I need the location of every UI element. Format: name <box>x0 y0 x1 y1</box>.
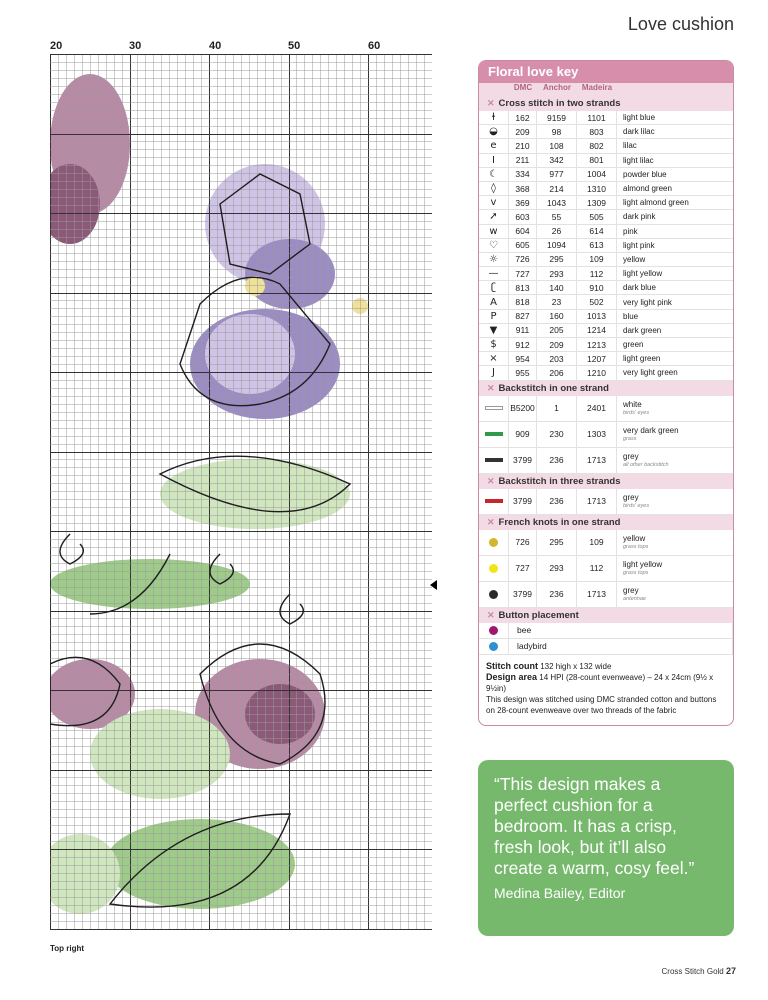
dmc-code: 726 <box>509 530 537 555</box>
key-column-headers <box>479 83 733 96</box>
color-name: yellow <box>623 534 646 544</box>
anchor-code: 209 <box>537 338 577 351</box>
color-name: very dark green <box>623 426 679 436</box>
usage-note: birds' eyes <box>623 503 650 510</box>
thread-key-panel <box>478 60 734 726</box>
axis-label-20: 20 <box>50 40 63 52</box>
madeira-code: 1303 <box>577 422 617 447</box>
section-backstitch-one: ✕ Backstitch in one strand <box>479 381 733 396</box>
color-name-cell <box>617 448 733 473</box>
key-row-cross <box>479 239 733 253</box>
key-row-cross <box>479 125 733 139</box>
page-footer: Cross Stitch Gold 27 <box>661 966 736 976</box>
key-row-backstitch <box>479 489 733 515</box>
chart-position-label: Top right <box>50 944 85 953</box>
madeira-code: 1013 <box>577 310 617 323</box>
stitch-symbol: ➚ <box>479 210 509 223</box>
key-row-button <box>479 623 733 639</box>
key-row-cross <box>479 310 733 324</box>
madeira-code: 801 <box>577 154 617 167</box>
anchor-code: 160 <box>537 310 577 323</box>
color-name-cell <box>617 396 733 421</box>
button-swatch <box>479 639 509 654</box>
anchor-code: 295 <box>537 530 577 555</box>
swirl-3 <box>280 594 303 624</box>
knot-swatch <box>479 556 509 581</box>
color-name: light blue <box>623 113 656 123</box>
swirl-1 <box>60 534 83 564</box>
color-name: dark lilac <box>623 127 655 137</box>
key-row-cross <box>479 182 733 196</box>
editor-quote-box <box>478 760 734 936</box>
dmc-code: 818 <box>509 295 537 308</box>
madeira-code: 109 <box>577 253 617 266</box>
color-name-cell <box>617 556 733 581</box>
stitch-symbol: ▼ <box>479 324 509 337</box>
color-name: light pink <box>623 240 655 250</box>
stitch-symbol: v <box>479 196 509 209</box>
color-name: very light pink <box>623 297 672 307</box>
color-name: white <box>623 400 642 410</box>
key-row-cross <box>479 210 733 224</box>
stitch-count: 132 high x 132 wide <box>540 661 612 671</box>
dmc-code: 955 <box>509 366 537 379</box>
key-row-backstitch <box>479 448 733 474</box>
chart-grid <box>50 54 432 930</box>
key-row-backstitch <box>479 422 733 448</box>
key-row-cross <box>479 267 733 281</box>
color-name-cell <box>617 582 733 607</box>
dmc-code: 334 <box>509 168 537 181</box>
color-name: light yellow <box>623 269 663 279</box>
key-footer: Stitch count 132 high x 132 wide Design area 14 HPI (28-count evenweave) – 24 x 24cm (9½ x 9½in) This design was stitched using DMC stranded cotton and buttons on 28-count evenweave over two threads of the fabric <box>479 655 733 716</box>
dmc-code: 727 <box>509 556 537 581</box>
anchor-code: 236 <box>537 489 577 514</box>
color-name: powder blue <box>623 169 667 179</box>
color-name-cell <box>617 422 733 447</box>
color-name-cell <box>617 489 733 514</box>
key-row-backstitch <box>479 396 733 422</box>
dmc-code: 210 <box>509 139 537 152</box>
key-row-cross <box>479 253 733 267</box>
anchor-code: 293 <box>537 556 577 581</box>
anchor-code: 140 <box>537 281 577 294</box>
stitch-symbol: — <box>479 267 509 280</box>
usage-note: grass tops <box>623 544 649 551</box>
axis-label-30: 30 <box>129 40 142 52</box>
axis-label-60: 60 <box>368 40 381 52</box>
madeira-code: 1214 <box>577 324 617 337</box>
color-name: almond green <box>623 184 672 194</box>
stitch-symbol: ◒ <box>479 125 509 138</box>
usage-note: birds' eyes <box>623 410 650 417</box>
madeira-code: 502 <box>577 295 617 308</box>
key-row-cross <box>479 139 733 153</box>
section-cross-stitch: ✕ Cross stitch in two strands <box>479 96 733 111</box>
dmc-code: 209 <box>509 125 537 138</box>
anchor-code: 1 <box>537 396 577 421</box>
stitch-symbol: w <box>479 225 509 238</box>
key-row-cross <box>479 281 733 295</box>
madeira-code: 1309 <box>577 196 617 209</box>
key-row-button <box>479 639 733 655</box>
key-row-cross <box>479 338 733 352</box>
button-swatch <box>479 623 509 638</box>
dmc-code: 813 <box>509 281 537 294</box>
dmc-code: 909 <box>509 422 537 447</box>
key-row-cross <box>479 225 733 239</box>
anchor-code: 236 <box>537 582 577 607</box>
stitch-symbol: I <box>479 154 509 167</box>
madeira-code: 505 <box>577 210 617 223</box>
center-marker-arrow <box>430 580 437 590</box>
line-swatch <box>479 396 509 421</box>
anchor-code: 293 <box>537 267 577 280</box>
stitch-symbol: ʗ <box>479 281 509 294</box>
stitch-symbol: ☾ <box>479 168 509 181</box>
madeira-code: 1713 <box>577 489 617 514</box>
dmc-code: 368 <box>509 182 537 195</box>
dmc-code: 727 <box>509 267 537 280</box>
usage-note: grass <box>623 436 637 443</box>
key-row-cross <box>479 352 733 366</box>
stitch-symbol: P <box>479 310 509 323</box>
key-row-cross <box>479 324 733 338</box>
key-row-cross <box>479 154 733 168</box>
madeira-code: 613 <box>577 239 617 252</box>
anchor-code: 9159 <box>537 111 577 124</box>
color-name: light almond green <box>623 198 689 208</box>
page-title: Love cushion <box>627 14 734 34</box>
dmc-code: 954 <box>509 352 537 365</box>
color-name: dark blue <box>623 283 656 293</box>
stitch-symbol: J <box>479 366 509 379</box>
stitch-symbol: ☼ <box>479 253 509 266</box>
madeira-code: 802 <box>577 139 617 152</box>
stitch-symbol: ɫ <box>479 111 509 124</box>
line-swatch <box>479 448 509 473</box>
stitch-symbol: e <box>479 139 509 152</box>
dmc-code: 604 <box>509 225 537 238</box>
dmc-code: 912 <box>509 338 537 351</box>
anchor-code: 977 <box>537 168 577 181</box>
dmc-code: 827 <box>509 310 537 323</box>
madeira-code: 112 <box>577 556 617 581</box>
knot-swatch <box>479 582 509 607</box>
axis-label-50: 50 <box>288 40 301 52</box>
key-row-cross <box>479 111 733 125</box>
anchor-code: 1094 <box>537 239 577 252</box>
stitch-symbol: × <box>479 352 509 365</box>
key-row-cross <box>479 366 733 380</box>
section-button-placement: ✕ Button placement <box>479 608 733 623</box>
section-french-knots: ✕ French knots in one strand <box>479 515 733 530</box>
anchor-code: 203 <box>537 352 577 365</box>
madeira-code: 803 <box>577 125 617 138</box>
dmc-code: 3799 <box>509 448 537 473</box>
color-name: grey <box>623 586 639 596</box>
color-name: blue <box>623 311 639 321</box>
madeira-code: 1310 <box>577 182 617 195</box>
madeira-code: 910 <box>577 281 617 294</box>
anchor-code: 205 <box>537 324 577 337</box>
dmc-code: 3799 <box>509 489 537 514</box>
anchor-code: 55 <box>537 210 577 223</box>
line-swatch <box>479 489 509 514</box>
dmc-code: 369 <box>509 196 537 209</box>
madeira-code: 1207 <box>577 352 617 365</box>
dmc-code: 603 <box>509 210 537 223</box>
cross-stitch-chart <box>50 54 432 930</box>
madeira-code: 1713 <box>577 448 617 473</box>
color-name: yellow <box>623 254 646 264</box>
color-name: very light green <box>623 368 678 378</box>
dmc-code: B5200 <box>509 396 537 421</box>
usage-note: all other backstitch <box>623 462 669 469</box>
stitch-symbol: ♡ <box>479 239 509 252</box>
anchor-code: 214 <box>537 182 577 195</box>
col-madeira: Madeira <box>581 83 613 92</box>
anchor-code: 295 <box>537 253 577 266</box>
stitch-symbol: ◊ <box>479 182 509 195</box>
motif-leaf-1 <box>160 459 350 529</box>
button-name: ladybird <box>509 639 733 654</box>
usage-note: antennae <box>623 596 646 603</box>
color-name: light yellow <box>623 560 663 570</box>
madeira-code: 109 <box>577 530 617 555</box>
key-row-french <box>479 582 733 608</box>
anchor-code: 98 <box>537 125 577 138</box>
dmc-code: 162 <box>509 111 537 124</box>
col-dmc: DMC <box>513 83 533 92</box>
key-row-french <box>479 556 733 582</box>
color-name: lilac <box>623 141 637 151</box>
key-row-cross <box>479 196 733 210</box>
key-row-cross <box>479 295 733 309</box>
axis-label-40: 40 <box>209 40 222 52</box>
color-name: light lilac <box>623 155 654 165</box>
anchor-code: 1043 <box>537 196 577 209</box>
usage-note: grass tops <box>623 570 649 577</box>
quote-author: Medina Bailey, Editor <box>494 885 626 901</box>
key-row-cross <box>479 168 733 182</box>
color-name: green <box>623 340 644 350</box>
color-name-cell <box>617 530 733 555</box>
design-note: This design was stitched using DMC stranded cotton and buttons on 28-count evenweave over two threads of the fabric <box>486 694 717 715</box>
madeira-code: 614 <box>577 225 617 238</box>
madeira-code: 112 <box>577 267 617 280</box>
design-area: 14 HPI (28-count evenweave) – 24 x 24cm (9½ x 9½in) <box>486 672 714 693</box>
madeira-code: 1713 <box>577 582 617 607</box>
col-anchor: Anchor <box>543 83 571 92</box>
dmc-code: 3799 <box>509 582 537 607</box>
line-swatch <box>479 422 509 447</box>
button-name: bee <box>509 623 733 638</box>
madeira-code: 1004 <box>577 168 617 181</box>
anchor-code: 108 <box>537 139 577 152</box>
anchor-code: 206 <box>537 366 577 379</box>
color-name: light green <box>623 354 661 364</box>
motif-leaf-3 <box>50 834 120 914</box>
madeira-code: 2401 <box>577 396 617 421</box>
key-title: Floral love key <box>479 61 733 83</box>
stitch-symbol: A <box>479 295 509 308</box>
color-name: pink <box>623 226 638 236</box>
stitch-symbol: $ <box>479 338 509 351</box>
quote-text: “This design makes a perfect cushion for a bedroom. It has a crisp, fresh look, but it’ll also create a warm, cosy feel.” <box>494 774 695 878</box>
anchor-code: 342 <box>537 154 577 167</box>
madeira-code: 1210 <box>577 366 617 379</box>
madeira-code: 1213 <box>577 338 617 351</box>
madeira-code: 1101 <box>577 111 617 124</box>
color-name: grey <box>623 452 639 462</box>
color-name: grey <box>623 493 639 503</box>
anchor-code: 23 <box>537 295 577 308</box>
color-name: dark green <box>623 325 662 335</box>
dmc-code: 605 <box>509 239 537 252</box>
knot-swatch <box>479 530 509 555</box>
section-backstitch-three: ✕ Backstitch in three strands <box>479 474 733 489</box>
color-name: dark pink <box>623 212 656 222</box>
anchor-code: 230 <box>537 422 577 447</box>
anchor-code: 26 <box>537 225 577 238</box>
dmc-code: 911 <box>509 324 537 337</box>
key-row-french <box>479 530 733 556</box>
dmc-code: 211 <box>509 154 537 167</box>
dmc-code: 726 <box>509 253 537 266</box>
anchor-code: 236 <box>537 448 577 473</box>
